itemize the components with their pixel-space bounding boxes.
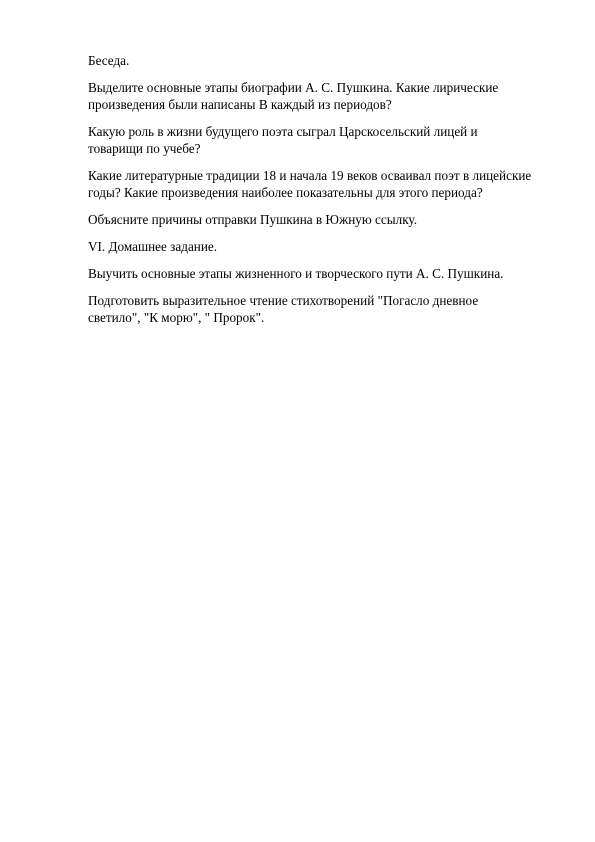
text-line: годы? Какие произведения наиболее показательны для этого периода? [88,185,483,200]
paragraph-homework-learn [88,265,538,282]
text-line: VI. Домашнее задание. [88,239,218,254]
text-line: Объясните причины отправки Пушкина в Южную ссылку. [88,212,417,227]
text-line: Выучить основные этапы жизненного и творческого пути А. С. Пушкина. [88,266,504,281]
paragraph-question-southern-exile [88,211,538,228]
paragraph-question-biography-stages [88,79,538,113]
paragraph-homework-recitation [88,292,538,326]
text-line: Выделите основные этапы биографии А. С. Пушкина. Какие лирические [88,80,499,95]
text-line: произведения были написаны В каждый из периодов? [88,97,392,112]
text-line: светило", "К морю", " Пророк". [88,310,265,325]
paragraph-conversation-heading [88,52,538,69]
section-heading-homework [88,238,538,255]
text-line: Какие литературные традиции 18 и начала 19 веков осваивал поэт в лицейские [88,168,532,183]
document-body [88,52,538,336]
text-line: товарищи по учебе? [88,141,201,156]
text-line: Какую роль в жизни будущего поэта сыграл Царскосельский лицей и [88,124,478,139]
text-line: Беседа. [88,53,130,68]
paragraph-question-literary-traditions [88,167,538,201]
paragraph-question-lyceum-role [88,123,538,157]
text-line: Подготовить выразительное чтение стихотворений "Погасло дневное [88,293,479,308]
